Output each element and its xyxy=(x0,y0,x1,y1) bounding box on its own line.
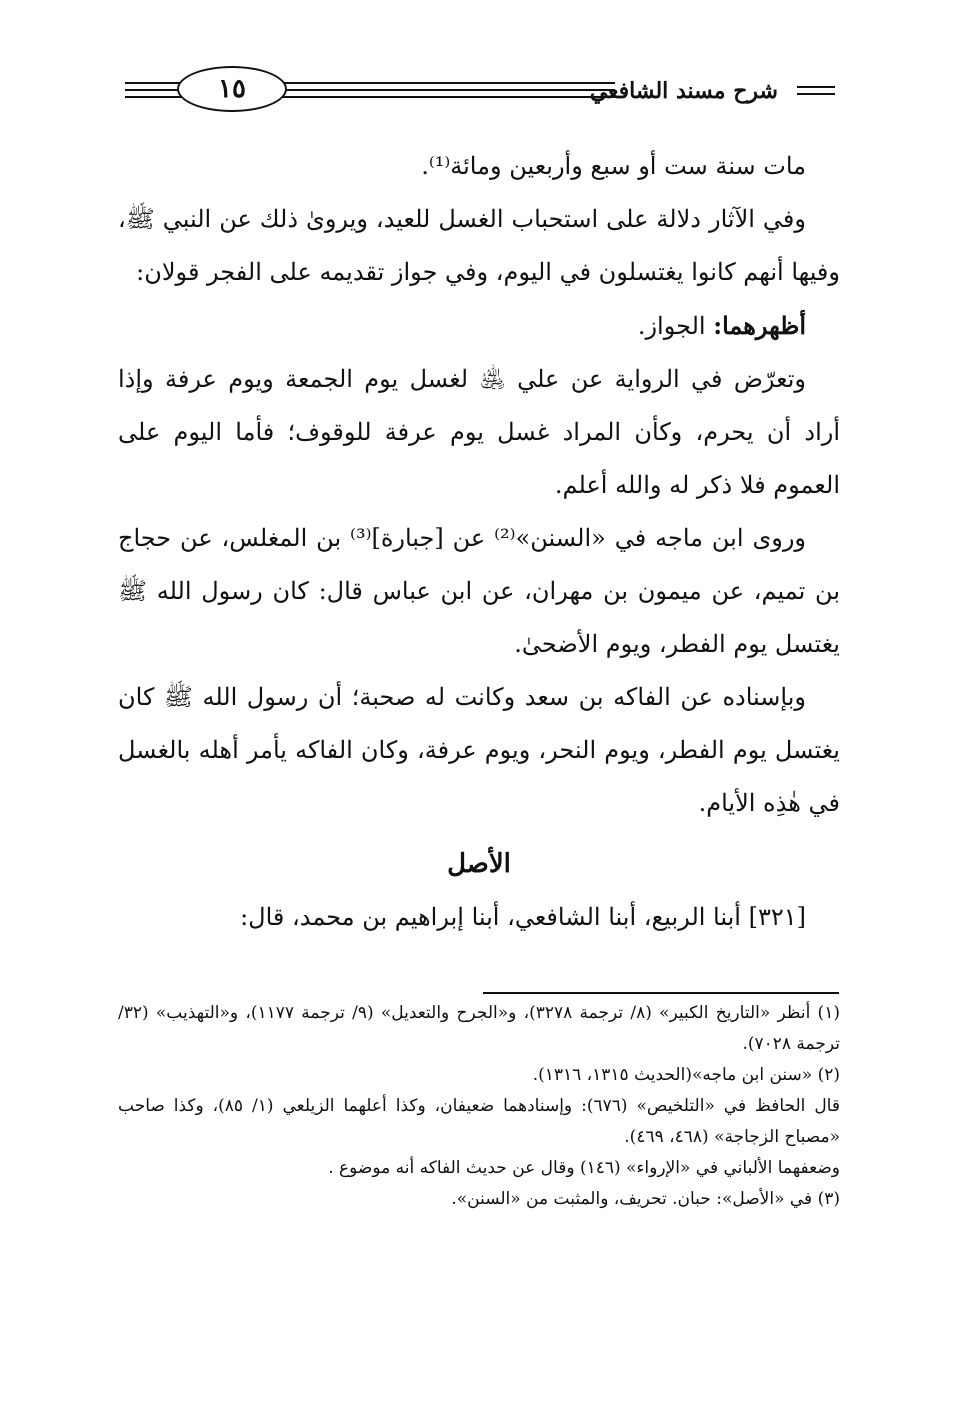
footnote-2-note-b: وضعفهما الألباني في «الإرواء» (١٤٦) وقال عن حديث الفاكه أنه موضوع . xyxy=(328,1158,840,1178)
footnotes xyxy=(118,998,840,1215)
page-number: ١٥ xyxy=(218,74,246,104)
header-rule-mid-2 xyxy=(275,89,615,91)
main-text xyxy=(118,140,840,944)
footnote-2: (٢) «سنن ابن ماجه»(الحديث ١٣١٥، ١٣١٦). xyxy=(532,1065,840,1085)
paragraph-6: وبإسناده عن الفاكه بن سعد وكانت له صحبة؛ أن رسول الله ﷺ كان يغتسل يوم الفطر، ويوم النحر، ويوم عرفة، وكان الفاكه يأمر أهله بالغسل في هٰذِه الأيام. xyxy=(118,683,840,817)
paragraph-3-lead: أظهرهما: xyxy=(713,311,806,340)
header-rule-mid-1 xyxy=(275,82,615,84)
paragraph-1: مات سنة ست أو سبع وأربعين ومائة⁽¹⁾. xyxy=(421,152,806,180)
paragraph-3-rest: الجواز. xyxy=(637,312,714,340)
paragraph-7: [٣٢١] أبنا الربيع، أبنا الشافعي، أبنا إبراهيم بن محمد، قال: xyxy=(240,903,806,931)
page-header xyxy=(125,60,840,120)
footnote-2-note-a: قال الحافظ في «التلخيص» (٦٧٦): وإسنادهما ضعيفان، وكذا أعلهما الزيلعي (١/ ٨٥)، وكذا صاحب «مصباح الزجاجة» (٤٦٨، ٤٦٩). xyxy=(118,1096,840,1147)
footnote-3: (٣) في «الأصل»: حبان. تحريف، والمثبت من «السنن». xyxy=(451,1189,840,1209)
header-rule-right-2 xyxy=(797,93,835,95)
footnote-1: (١) أنظر «التاريخ الكبير» (٨/ ترجمة ٣٢٧٨)، و«الجرح والتعديل» (٩/ ترجمة ١١٧٧)، و«التهذيب» (٣٢/ ترجمة ٧٠٢٨). xyxy=(118,1003,840,1054)
paragraph-3 xyxy=(118,299,840,353)
paragraph-2: وفي الآثار دلالة على استحباب الغسل للعيد، ويروىٰ ذلك عن النبي ﷺ، وفيها أنهم كانوا يغتسلون في اليوم، وفي جواز تقديمه على الفجر قولان: xyxy=(118,205,840,286)
running-title: شرح مسند الشافعي xyxy=(589,78,778,104)
paragraph-5: وروى ابن ماجه في «السنن»⁽²⁾ عن [جبارة]⁽³⁾ بن المغلس، عن حجاج بن تميم، عن ميمون بن مهران، عن ابن عباس قال: كان رسول الله ﷺ يغتسل يوم الفطر، ويوم الأضحىٰ. xyxy=(118,524,840,658)
page-number-oval xyxy=(177,66,287,112)
section-heading: الأصل xyxy=(447,849,511,879)
paragraph-4: وتعرّض في الرواية عن علي ﵁ لغسل يوم الجمعة ويوم عرفة وإذا أراد أن يحرم، وكأن المراد غسل يوم عرفة للوقوف؛ فأما اليوم على العموم فلا ذكر له والله أعلم. xyxy=(118,365,840,499)
header-rule-mid-3 xyxy=(275,96,615,98)
footnote-separator xyxy=(483,992,839,994)
header-rule-right-1 xyxy=(797,86,835,88)
